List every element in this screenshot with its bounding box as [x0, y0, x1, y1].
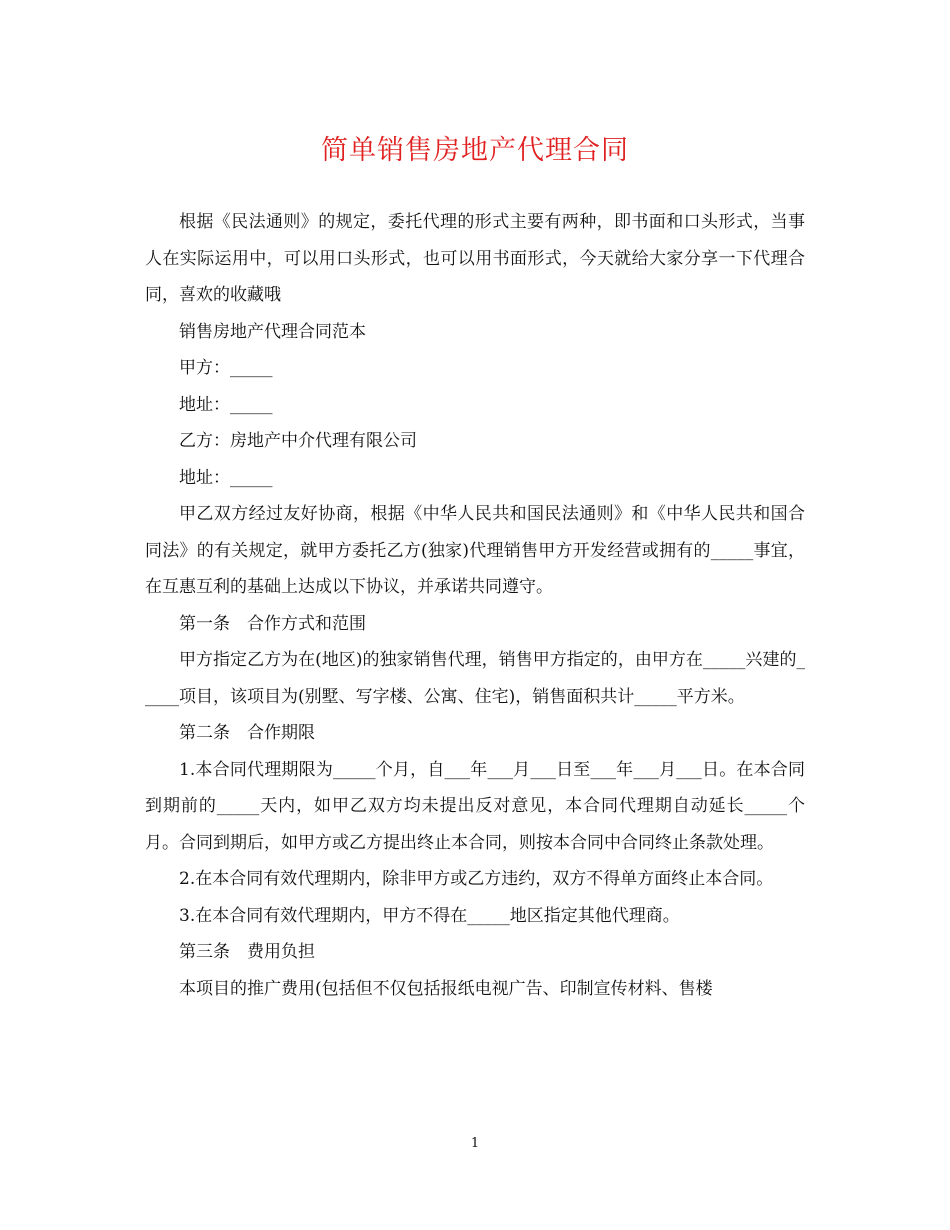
- article-3-heading: 第三条 费用负担: [179, 942, 315, 962]
- preamble-paragraph: 甲乙双方经过友好协商，根据《中华人民共和国民法通则》和《中华人民共和国合同法》的有关规定，就甲方委托乙方(独家)代理销售甲方开发经营或拥有的_____事宜，在互惠互利的基础上达成以下协议，并承诺共同遵守。: [145, 504, 805, 597]
- party-a-address-line: 地址：_____: [179, 394, 273, 415]
- document-body: [145, 204, 805, 1007]
- article-2-clause-3: 3.在本合同有效代理期内，甲方不得在_____地区指定其他代理商。: [179, 905, 680, 926]
- article-1-heading: 第一条 合作方式和范围: [179, 613, 366, 634]
- party-b-line: 乙方：房地产中介代理有限公司: [179, 431, 417, 451]
- page-number: 1: [470, 1136, 480, 1151]
- article-2-clause-2: 2.在本合同有效代理期内，除非甲方或乙方违约，双方不得单方面终止本合同。: [179, 869, 774, 889]
- article-2-heading: 第二条 合作期限: [179, 723, 315, 743]
- contract-heading: 销售房地产代理合同范本: [179, 321, 366, 342]
- party-a-line: 甲方：_____: [179, 358, 273, 378]
- document-title: 简单销售房地产代理合同: [321, 135, 629, 166]
- intro-paragraph: 根据《民法通则》的规定，委托代理的形式主要有两种，即书面和口头形式，当事人在实际运用中，可以用口头形式，也可以用书面形式，今天就给大家分享一下代理合同，喜欢的收藏哦: [145, 212, 805, 305]
- article-3-paragraph: 本项目的推广费用(包括但不仅包括报纸电视广告、印制宣传材料、售楼: [179, 978, 713, 999]
- party-b-address-line: 地址：_____: [179, 467, 273, 488]
- article-2-clause-1: 1.本合同代理期限为_____个月，自___年___月___日至___年___月___日。在本合同到期前的_____天内，如甲乙双方均未提出反对意见，本合同代理期自动延长_____个月。合同到期后，如甲方或乙方提出终止本合同，则按本合同中合同终止条款处理。: [145, 759, 805, 853]
- article-1-paragraph: 甲方指定乙方为在(地区)的独家销售代理，销售甲方指定的，由甲方在_____兴建的_____项目，该项目为(别墅、写字楼、公寓、住宅)，销售面积共计_____平方米。: [145, 650, 805, 707]
